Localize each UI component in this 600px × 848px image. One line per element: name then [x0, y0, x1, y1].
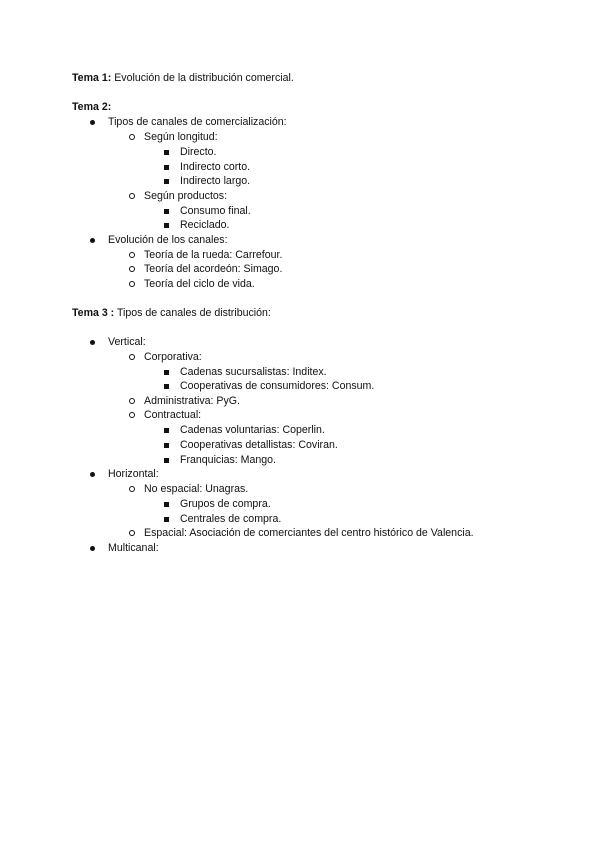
- bullet-square-icon: [162, 365, 172, 379]
- tema2-rueda: Teoría de la rueda: Carrefour.: [144, 249, 283, 261]
- bullet-square-icon: [162, 497, 172, 511]
- tema3-espacial: Espacial: Asociación de comerciantes del centro histórico de Valencia.: [144, 527, 474, 539]
- tema2-evolucion: Evolución de los canales:: [108, 234, 228, 246]
- tema3-coop-consumidores: Cooperativas de consumidores: Consum.: [180, 380, 375, 392]
- tema3-label: Tema 3 :: [72, 307, 115, 319]
- tema1-line: [72, 71, 294, 85]
- tema2-indirecto-corto: Indirecto corto.: [180, 161, 251, 173]
- bullet-square-icon: [162, 423, 172, 437]
- tema3-vertical: Vertical:: [108, 336, 146, 348]
- bullet-square-icon: [162, 174, 172, 188]
- tema2-consumo-final: Consumo final.: [180, 205, 251, 217]
- tema2-directo: Directo.: [180, 146, 217, 158]
- bullet-disc-icon: [88, 233, 98, 247]
- bullet-square-icon: [162, 379, 172, 393]
- bullet-disc-icon: [88, 115, 98, 129]
- bullet-square-icon: [162, 218, 172, 232]
- bullet-square-icon: [162, 145, 172, 159]
- tema3-grupos: Grupos de compra.: [180, 498, 271, 510]
- tema3-line: [72, 306, 271, 320]
- bullet-circle-icon: [127, 482, 137, 496]
- tema2-reciclado: Reciclado.: [180, 219, 230, 231]
- tema2-acordeon: Teoría del acordeón: Simago.: [144, 263, 283, 275]
- bullet-square-icon: [162, 453, 172, 467]
- tema3-multicanal: Multicanal:: [108, 542, 159, 554]
- tema2-longitud: Según longitud:: [144, 131, 218, 143]
- tema3-voluntarias: Cadenas voluntarias: Coperlin.: [180, 424, 325, 436]
- bullet-circle-icon: [127, 350, 137, 364]
- bullet-square-icon: [162, 204, 172, 218]
- tema3-horizontal: Horizontal:: [108, 468, 159, 480]
- tema3-text: Tipos de canales de distribución:: [114, 307, 271, 319]
- bullet-circle-icon: [127, 394, 137, 408]
- bullet-circle-icon: [127, 526, 137, 540]
- tema3-centrales: Centrales de compra.: [180, 513, 282, 525]
- bullet-square-icon: [162, 512, 172, 526]
- tema3-administrativa: Administrativa: PyG.: [144, 395, 240, 407]
- bullet-square-icon: [162, 438, 172, 452]
- tema3-sucursalistas: Cadenas sucursalistas: Inditex.: [180, 366, 327, 378]
- tema2-ciclo: Teoría del ciclo de vida.: [144, 278, 255, 290]
- bullet-circle-icon: [127, 262, 137, 276]
- tema3-franquicias: Franquicias: Mango.: [180, 454, 276, 466]
- tema2-label: Tema 2:: [72, 101, 112, 113]
- bullet-disc-icon: [88, 467, 98, 481]
- tema3-contractual: Contractual:: [144, 409, 202, 421]
- bullet-square-icon: [162, 160, 172, 174]
- bullet-disc-icon: [88, 541, 98, 555]
- bullet-circle-icon: [127, 130, 137, 144]
- tema2-tipos: Tipos de canales de comercialización:: [108, 116, 287, 128]
- tema2-productos: Según productos:: [144, 190, 228, 202]
- tema1-label: Tema 1:: [72, 72, 112, 84]
- tema3-coop-detallistas: Cooperativas detallistas: Coviran.: [180, 439, 338, 451]
- bullet-disc-icon: [88, 335, 98, 349]
- tema3-corporativa: Corporativa:: [144, 351, 202, 363]
- tema2-indirecto-largo: Indirecto largo.: [180, 175, 251, 187]
- bullet-circle-icon: [127, 408, 137, 422]
- bullet-circle-icon: [127, 277, 137, 291]
- tema3-no-espacial: No espacial: Unagras.: [144, 483, 249, 495]
- bullet-circle-icon: [127, 248, 137, 262]
- tema1-text: Evolución de la distribución comercial.: [111, 72, 294, 84]
- bullet-circle-icon: [127, 189, 137, 203]
